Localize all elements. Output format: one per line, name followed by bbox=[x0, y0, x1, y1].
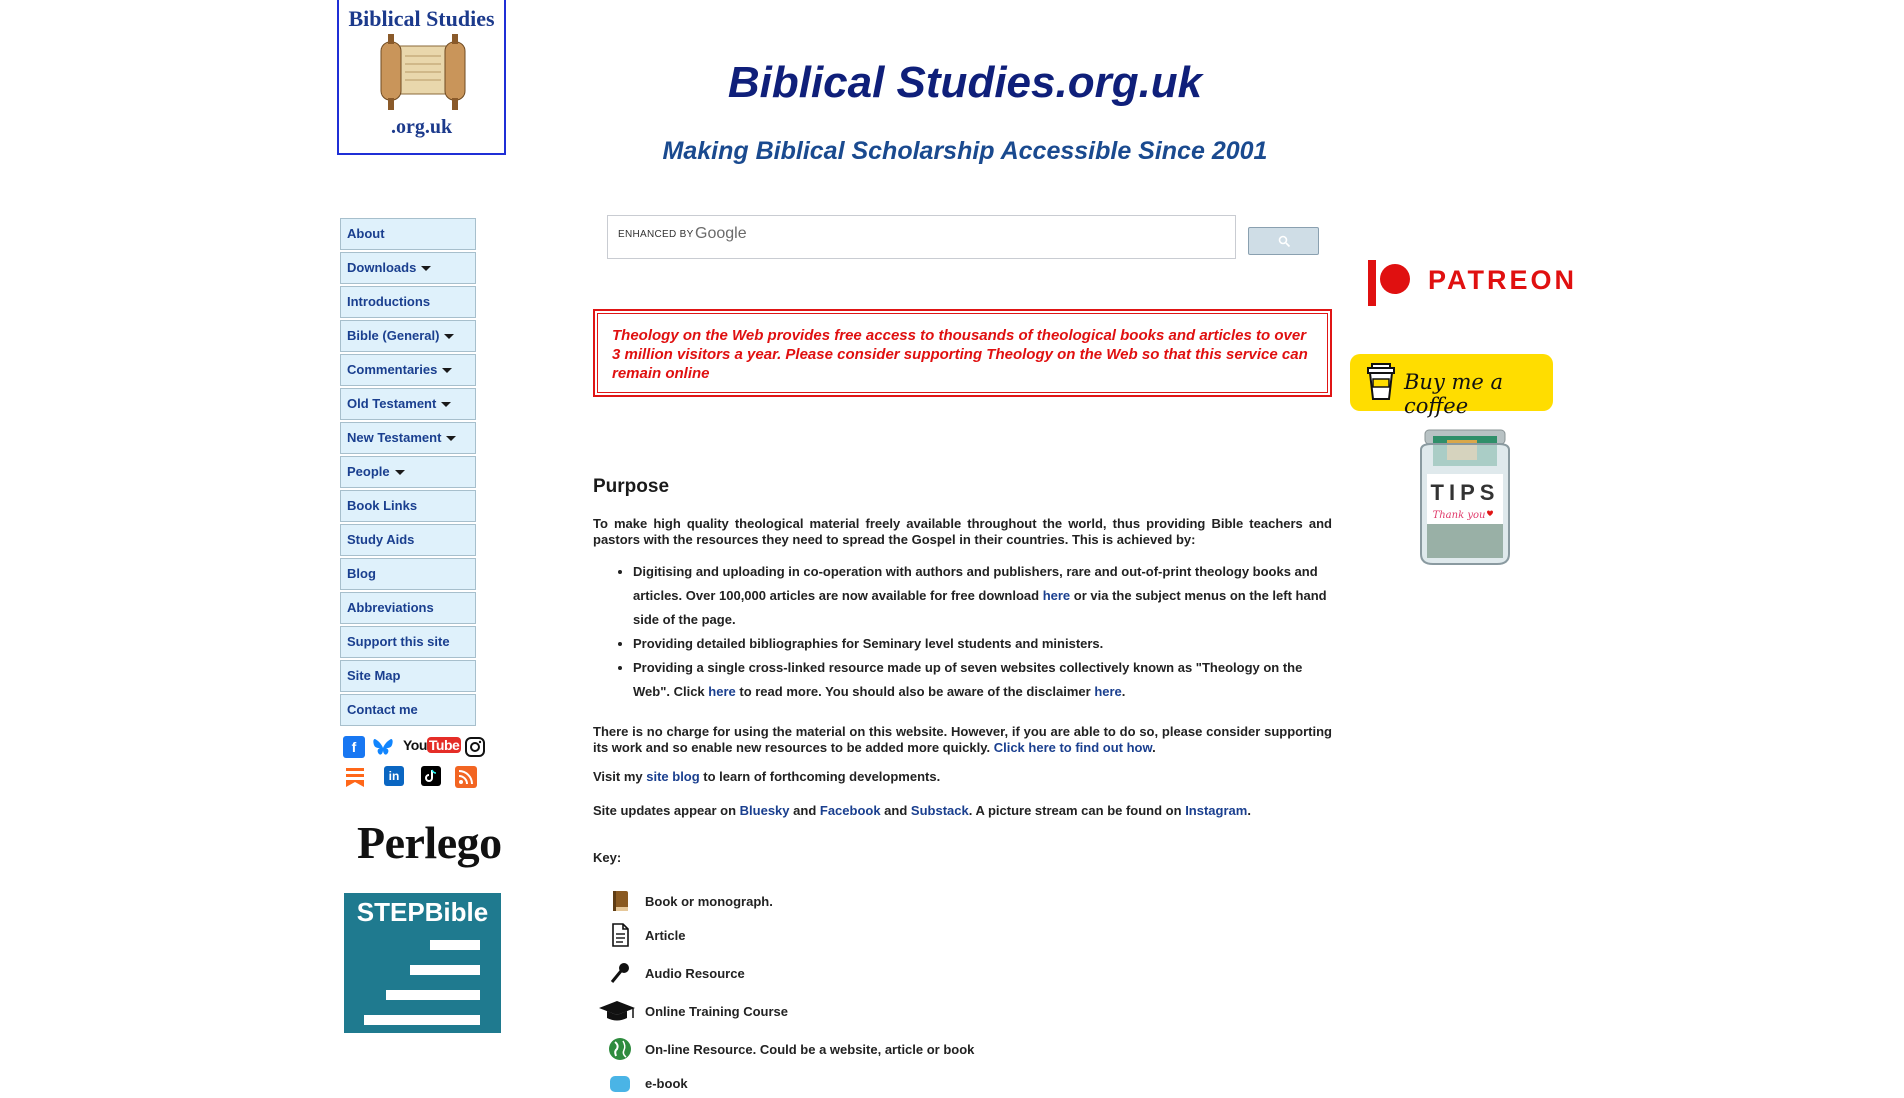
sidebar-item-label: Abbreviations bbox=[347, 600, 434, 615]
torah-scroll-icon bbox=[367, 32, 479, 112]
sidebar-item-new-testament[interactable] bbox=[340, 422, 476, 454]
patreon-logo-dot bbox=[1380, 264, 1410, 294]
sidebar-item-people[interactable] bbox=[340, 456, 476, 488]
graduation-cap-icon bbox=[597, 998, 637, 1024]
key-label-text: Book or monograph. bbox=[645, 894, 773, 909]
caret-down-icon bbox=[421, 266, 431, 271]
sidebar-item-bible-general[interactable] bbox=[340, 320, 476, 352]
disclaimer-here-link[interactable]: here bbox=[1094, 684, 1122, 699]
sidebar-nav bbox=[340, 218, 476, 728]
key-label-text: e-book bbox=[645, 1076, 688, 1091]
support-notice-text: Theology on the Web provides free access to thousands of theological books and articles to over 3 million visitors a year. Please consider supporting Theology on the Web so that this service can remain online bbox=[597, 313, 1328, 393]
key-label: Key: bbox=[593, 850, 622, 865]
updates-paragraph bbox=[593, 803, 1332, 819]
facebook-link[interactable]: Facebook bbox=[819, 803, 881, 818]
key-label-text: Audio Resource bbox=[645, 966, 745, 981]
sidebar-item-label: Downloads bbox=[347, 260, 417, 275]
patreon-logo-bar bbox=[1368, 260, 1376, 306]
youtube-icon[interactable] bbox=[403, 737, 460, 757]
google-label: Google bbox=[695, 225, 747, 242]
stepbible-logo[interactable] bbox=[344, 893, 501, 1033]
sidebar-item-label: Bible (General) bbox=[347, 328, 440, 343]
tiktok-icon[interactable] bbox=[421, 766, 441, 786]
purpose-heading: Purpose bbox=[593, 476, 670, 497]
buy-me-a-coffee-button[interactable] bbox=[1350, 354, 1553, 418]
key-label-text: Article bbox=[645, 928, 686, 943]
stepbible-step-bar bbox=[364, 1015, 480, 1025]
youtube-tube-text: Tube bbox=[428, 737, 460, 753]
read-more-here-link[interactable]: here bbox=[708, 684, 736, 699]
sidebar-item-label: Commentaries bbox=[347, 362, 438, 377]
microphone-icon bbox=[607, 960, 633, 986]
list-item-text: Providing a single cross-linked resource made up of seven websites collectively known as "Theology on the Web". Click bbox=[633, 660, 1303, 699]
patreon-link[interactable] bbox=[1368, 258, 1577, 308]
visit-text: to learn of forthcoming developments. bbox=[699, 769, 941, 784]
find-out-how-link[interactable]: Click here to find out how bbox=[993, 740, 1153, 755]
sidebar-item-study-aids[interactable] bbox=[340, 524, 476, 556]
sidebar-item-contact-me[interactable] bbox=[340, 694, 476, 726]
charge-paragraph bbox=[593, 724, 1332, 756]
instagram-link[interactable]: Instagram bbox=[1185, 803, 1248, 818]
sidebar-item-label: Support this site bbox=[347, 634, 450, 649]
stepbible-step-bar bbox=[386, 990, 480, 1000]
sidebar-item-support-this-site[interactable] bbox=[340, 626, 476, 658]
sidebar-item-label: New Testament bbox=[347, 430, 442, 445]
youtube-you-text: You bbox=[403, 737, 427, 753]
sidebar-item-label: Book Links bbox=[347, 498, 418, 513]
search-input[interactable] bbox=[607, 215, 1236, 259]
rss-icon[interactable] bbox=[455, 766, 477, 788]
sidebar-item-label: Study Aids bbox=[347, 532, 415, 547]
buy-me-a-coffee-label: Buy me a coffee bbox=[1404, 370, 1504, 418]
purpose-paragraph: To make high quality theological material freely available throughout the world, thus providing Bible teachers and pastors with the resources they need to spread the Gospel in their countries. This is achieved by: bbox=[593, 516, 1332, 547]
instagram-icon[interactable] bbox=[464, 736, 486, 758]
sidebar-item-label: Contact me bbox=[347, 702, 418, 717]
downloads-here-link[interactable]: here bbox=[1042, 588, 1071, 603]
updates-text: and bbox=[789, 803, 820, 818]
list-item-text: Digitising and uploading in co-operation with authors and publishers, rare and out-of-print theology books and articles. Over 100,000 articles are now available for free download bbox=[633, 564, 1318, 603]
visit-text: Visit my bbox=[593, 769, 647, 784]
key-label-text: On-line Resource. Could be a website, article or book bbox=[645, 1042, 975, 1057]
sidebar-item-label: Site Map bbox=[347, 668, 401, 683]
coffee-cup-icon bbox=[1366, 363, 1396, 401]
facebook-icon[interactable]: f bbox=[343, 736, 365, 758]
list-item-text: or via the subject menus on the left hand side of the page. bbox=[633, 588, 1327, 627]
linkedin-icon[interactable]: in bbox=[384, 766, 404, 786]
updates-text: and bbox=[880, 803, 911, 818]
tips-subtitle: Thank you bbox=[1432, 510, 1486, 521]
sidebar-item-label: Blog bbox=[347, 566, 376, 581]
support-notice bbox=[593, 309, 1332, 397]
charge-text: . bbox=[1152, 740, 1156, 755]
list-item-text: . bbox=[1121, 684, 1126, 699]
tips-jar-image[interactable] bbox=[1413, 428, 1517, 566]
sidebar-item-old-testament[interactable] bbox=[340, 388, 476, 420]
sidebar-item-abbreviations[interactable] bbox=[340, 592, 476, 624]
sidebar-item-blog[interactable] bbox=[340, 558, 476, 590]
search-icon bbox=[1278, 235, 1291, 248]
logo-top-text: Biblical Studies bbox=[348, 6, 495, 31]
globe-icon bbox=[607, 1036, 633, 1062]
stepbible-step-bar bbox=[410, 965, 480, 975]
substack-link[interactable]: Substack bbox=[910, 803, 969, 818]
search-button[interactable] bbox=[1248, 227, 1319, 255]
tips-jar-icon bbox=[1413, 428, 1517, 566]
caret-down-icon bbox=[446, 436, 456, 441]
bluesky-icon[interactable] bbox=[372, 736, 394, 758]
purpose-list bbox=[593, 560, 1332, 704]
stepbible-step-bar bbox=[430, 940, 480, 950]
patreon-text: PATREON bbox=[1428, 265, 1577, 295]
sidebar-item-downloads[interactable] bbox=[340, 252, 476, 284]
sidebar-item-commentaries[interactable] bbox=[340, 354, 476, 386]
tips-title: TIPS bbox=[1430, 480, 1500, 505]
list-item bbox=[633, 656, 1332, 704]
key-label-text: Online Training Course bbox=[645, 1004, 789, 1019]
site-tagline: Making Biblical Scholarship Accessible Since 2001 bbox=[662, 137, 1268, 165]
list-item bbox=[633, 560, 1332, 632]
bluesky-link[interactable]: Bluesky bbox=[739, 803, 790, 818]
sidebar-item-label: Old Testament bbox=[347, 396, 437, 411]
list-item-text: to read more. You should also be aware of the disclaimer bbox=[735, 684, 1095, 699]
article-icon bbox=[607, 922, 633, 948]
enhanced-by-label: ENHANCED BY bbox=[618, 229, 694, 240]
caret-down-icon bbox=[442, 368, 452, 373]
caret-down-icon bbox=[441, 402, 451, 407]
substack-icon[interactable] bbox=[345, 766, 365, 788]
sidebar-item-about[interactable] bbox=[340, 218, 476, 250]
logo-bottom-text: .org.uk bbox=[390, 116, 453, 138]
book-icon bbox=[607, 888, 633, 914]
caret-down-icon bbox=[395, 470, 405, 475]
sidebar-item-book-links[interactable] bbox=[340, 490, 476, 522]
updates-text: . A picture stream can be found on bbox=[968, 803, 1186, 818]
site-logo[interactable] bbox=[337, 0, 506, 155]
updates-text: . bbox=[1247, 803, 1251, 818]
site-blog-link[interactable]: site blog bbox=[646, 769, 700, 784]
list-item: • Providing detailed bibliographies for Seminary level students and ministers. bbox=[633, 632, 1332, 656]
ebook-icon bbox=[607, 1070, 633, 1096]
sidebar-item-label: Introductions bbox=[347, 294, 431, 309]
charge-text: There is no charge for using the material on this website. However, if you are able to do so, please consider supporting its work and so enable new resources to be added more quickly. bbox=[593, 724, 1332, 755]
stepbible-text: STEPBible bbox=[356, 897, 489, 927]
sidebar-item-label: About bbox=[347, 226, 385, 241]
sidebar-item-introductions[interactable] bbox=[340, 286, 476, 318]
site-title[interactable]: Biblical Studies.org.uk bbox=[727, 58, 1203, 107]
sidebar-item-site-map[interactable] bbox=[340, 660, 476, 692]
perlego-logo[interactable]: Perlego bbox=[357, 817, 502, 868]
updates-text: Site updates appear on bbox=[593, 803, 740, 818]
sidebar-item-label: People bbox=[347, 464, 390, 479]
visit-blog-paragraph bbox=[593, 769, 1332, 785]
caret-down-icon bbox=[444, 334, 454, 339]
